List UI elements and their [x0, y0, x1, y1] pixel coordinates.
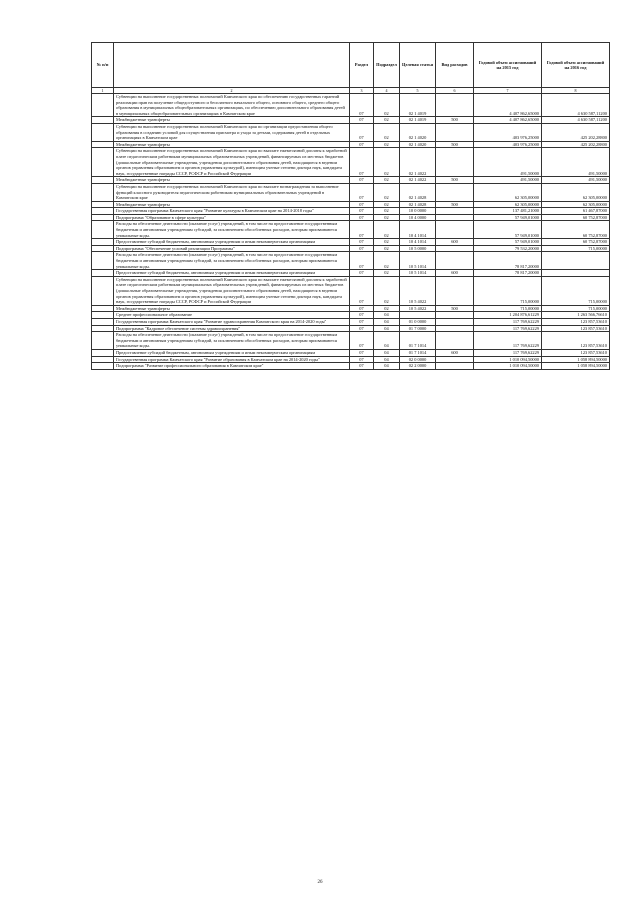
cell-2016: 123 857,53610 [542, 332, 610, 350]
cell-2016: 4 630 587,11200 [542, 94, 610, 117]
cell-vid [436, 148, 474, 177]
cell-statya: 10 5 1014 [400, 252, 436, 270]
cell-2015: 4 407 862,65000 [474, 117, 542, 124]
cell-podrazdel: 02 [374, 141, 400, 148]
cell-num [92, 183, 114, 201]
cell-vid: 500 [436, 117, 474, 124]
table-row [92, 208, 610, 215]
cell-num [92, 332, 114, 350]
cell-num [92, 356, 114, 363]
cell-vid: 500 [436, 141, 474, 148]
cell-name: Подпрограмма "Кадровое обеспечение системы здравоохранения" [114, 325, 350, 332]
table-row [92, 325, 610, 332]
cell-num [92, 201, 114, 208]
cell-statya: 02 1 4019 [400, 94, 436, 117]
cell-razdel: 07 [350, 201, 374, 208]
table-row [92, 183, 610, 201]
cell-2016: 62 305,00000 [542, 183, 610, 201]
cell-2015: 403 976,25000 [474, 123, 542, 141]
cell-podrazdel: 02 [374, 177, 400, 184]
cell-num [92, 318, 114, 325]
cell-vid [436, 312, 474, 319]
cell-statya: 02 1 4019 [400, 117, 436, 124]
cell-podrazdel: 04 [374, 356, 400, 363]
cell-num [92, 312, 114, 319]
table-row [92, 270, 610, 277]
cell-statya [400, 312, 436, 319]
cell-vid [436, 318, 474, 325]
cell-statya: 10 4 1014 [400, 221, 436, 239]
cell-razdel: 07 [350, 325, 374, 332]
cell-num [92, 94, 114, 117]
table-row [92, 252, 610, 270]
cell-statya: 10 0 0000 [400, 208, 436, 215]
cell-name: Среднее профессиональное образование [114, 312, 350, 319]
table-row [92, 245, 610, 252]
cell-statya: 10 5 1014 [400, 270, 436, 277]
cell-statya: 10 5 0000 [400, 245, 436, 252]
cell-podrazdel: 02 [374, 123, 400, 141]
cell-2015: 137 481,21000 [474, 208, 542, 215]
cell-razdel: 07 [350, 356, 374, 363]
cell-razdel: 07 [350, 239, 374, 246]
cell-name: Подпрограмма "Образование в сфере культуры" [114, 214, 350, 221]
cell-num [92, 245, 114, 252]
cell-podrazdel: 02 [374, 208, 400, 215]
cell-2015: 4 407 862,65000 [474, 94, 542, 117]
colnum: 2 [114, 88, 350, 94]
cell-2016: 123 857,53610 [542, 318, 610, 325]
cell-name: Расходы на обеспечение деятельности (оказание услуг) учреждений, в том числе на предоставление государственным бюджетным и автономным учреждениям субсидий, за исключением обособленных расходов, которым присваиваются уникальные коды. [114, 332, 350, 350]
cell-2016: 62 305,00000 [542, 201, 610, 208]
cell-name: Субвенции на выполнение государственных полномочий Камчатского края по выплате ежемесячной доплаты к заработной плате педагогическим работникам муниципальных образовательных учреждений, финансируемых из местных бюджетов (дошкольные образовательные учреждения, учреждения дополнительного образования детей, находящиеся в ведении органов управления образованием и органов управления культурой), имеющим ученые степени доктора наук, кандидата наук, государственные награды СССР, РСФСР и Российской Федерации [114, 276, 350, 305]
cell-2015: 62 305,00000 [474, 201, 542, 208]
cell-razdel: 07 [350, 245, 374, 252]
cell-2016: 60 752,87000 [542, 214, 610, 221]
cell-podrazdel: 04 [374, 318, 400, 325]
cell-num [92, 239, 114, 246]
cell-statya: 01 7 0000 [400, 325, 436, 332]
cell-statya: 02 1 4020 [400, 141, 436, 148]
cell-statya: 10 4 1014 [400, 239, 436, 246]
cell-2016: 491,50000 [542, 177, 610, 184]
cell-2015: 78 817,20000 [474, 270, 542, 277]
cell-podrazdel: 04 [374, 363, 400, 370]
cell-podrazdel: 02 [374, 305, 400, 312]
colnum: 8 [542, 88, 610, 94]
cell-vid: 600 [436, 239, 474, 246]
table-row [92, 312, 610, 319]
cell-2016: 123 857,53610 [542, 349, 610, 356]
cell-num [92, 270, 114, 277]
header-name [114, 43, 350, 88]
cell-name: Государственная программа Камчатского края "Развитие образования в Камчатском крае на 2014-2020 годы" [114, 356, 350, 363]
cell-name: Межбюджетные трансферты [114, 117, 350, 124]
table-row [92, 148, 610, 177]
cell-razdel: 07 [350, 318, 374, 325]
cell-statya: 02 1 4022 [400, 177, 436, 184]
cell-podrazdel: 02 [374, 252, 400, 270]
cell-vid [436, 183, 474, 201]
cell-2015: 491,50000 [474, 148, 542, 177]
cell-2016: 4 630 587,11200 [542, 117, 610, 124]
cell-2015: 57 949,01000 [474, 239, 542, 246]
cell-statya: 02 0 0000 [400, 356, 436, 363]
cell-2016: 61 467,87000 [542, 208, 610, 215]
cell-2016: 1 058 894,50000 [542, 356, 610, 363]
cell-2015: 715,00000 [474, 305, 542, 312]
cell-num [92, 363, 114, 370]
cell-name: Предоставление субсидий бюджетным, автономным учреждениям и иным некоммерческим организациям [114, 349, 350, 356]
cell-name: Предоставление субсидий бюджетным, автономным учреждениям и иным некоммерческим организациям [114, 270, 350, 277]
cell-name: Межбюджетные трансферты [114, 141, 350, 148]
cell-vid: 500 [436, 305, 474, 312]
cell-num [92, 208, 114, 215]
header-vid: Вид расходов [436, 43, 474, 88]
table-row [92, 94, 610, 117]
cell-vid [436, 123, 474, 141]
table-row [92, 363, 610, 370]
cell-statya: 02 1 4028 [400, 183, 436, 201]
cell-name: Государственная программа Камчатского края "Развитие здравоохранения Камчатского края на 2014-2020 годы" [114, 318, 350, 325]
cell-2015: 78 817,20000 [474, 252, 542, 270]
table-row [92, 276, 610, 305]
cell-vid [436, 221, 474, 239]
cell-name: Расходы на обеспечение деятельности (оказание услуг) учреждений, в том числе на предоставление государственным бюджетным и автономным учреждениям субсидий, за исключением обособленных расходов, которым присваиваются уникальные коды. [114, 252, 350, 270]
cell-num [92, 325, 114, 332]
cell-podrazdel: 02 [374, 270, 400, 277]
budget-table [91, 42, 610, 370]
cell-razdel: 07 [350, 276, 374, 305]
cell-vid: 500 [436, 201, 474, 208]
cell-name: Межбюджетные трансферты [114, 177, 350, 184]
cell-name: Предоставление субсидий бюджетным, автономным учреждениям и иным некоммерческим организациям [114, 239, 350, 246]
cell-2015: 491,50000 [474, 177, 542, 184]
cell-podrazdel: 02 [374, 239, 400, 246]
cell-statya: 01 0 0000 [400, 318, 436, 325]
cell-razdel: 07 [350, 148, 374, 177]
cell-2015: 117 769,62229 [474, 349, 542, 356]
cell-2016: 60 752,87000 [542, 221, 610, 239]
header-razdel: Раздел [350, 43, 374, 88]
cell-statya: 02 1 4020 [400, 123, 436, 141]
cell-statya: 10 4 0000 [400, 214, 436, 221]
table-row [92, 214, 610, 221]
cell-2016: 123 857,53610 [542, 325, 610, 332]
cell-num [92, 214, 114, 221]
cell-razdel: 07 [350, 183, 374, 201]
cell-num [92, 305, 114, 312]
cell-vid: 500 [436, 177, 474, 184]
cell-podrazdel: 04 [374, 332, 400, 350]
cell-razdel: 07 [350, 332, 374, 350]
table-row [92, 123, 610, 141]
cell-num [92, 252, 114, 270]
cell-name: Субвенции на выполнение государственных полномочий Камчатского края по обеспечению государственных гарантий реализации прав на получение общедоступного и бесплатного начального общего, основного общего, среднего общего образования в муниципальных общеобразовательных организациях, по обеспечению дополнительного образования детей в муниципальных общеобразовательных организациях в Камчатском крае [114, 94, 350, 117]
cell-vid [436, 325, 474, 332]
cell-2015: 1 204 876,61229 [474, 312, 542, 319]
cell-vid [436, 276, 474, 305]
cell-num [92, 148, 114, 177]
cell-podrazdel: 02 [374, 276, 400, 305]
header-2015: Годовой объем ассигнований на 2015 год [474, 43, 542, 88]
cell-2015: 57 949,01000 [474, 214, 542, 221]
cell-2016: 715,00000 [542, 276, 610, 305]
header-row [92, 43, 610, 88]
cell-podrazdel: 02 [374, 201, 400, 208]
cell-2015: 117 769,62229 [474, 318, 542, 325]
cell-podrazdel: 02 [374, 221, 400, 239]
cell-vid: 600 [436, 349, 474, 356]
cell-name: Расходы на обеспечение деятельности (оказание услуг) учреждений, в том числе на предоставление государственным бюджетным и автономным учреждениям субсидий, за исключением обособленных расходов, которым присваиваются уникальные коды. [114, 221, 350, 239]
cell-statya: 01 7 1014 [400, 332, 436, 350]
cell-name: Субвенции на выполнение государственных полномочий Камчатского края по выплате ежемесячной доплаты к заработной плате педагогическим работникам муниципальных образовательных учреждений, финансируемых из местных бюджетов (дошкольные образовательные учреждения, учреждения дополнительного образования детей, находящиеся в ведении органов управления образованием и органов управления культурой), имеющим ученые степени доктора наук, кандидата наук, государственные награды СССР, РСФСР и Российской Федерации [114, 148, 350, 177]
cell-razdel: 07 [350, 208, 374, 215]
cell-2016: 715,00000 [542, 305, 610, 312]
cell-razdel: 07 [350, 270, 374, 277]
table-row [92, 201, 610, 208]
cell-num [92, 123, 114, 141]
header-num: № п/п [92, 43, 114, 88]
cell-2016 [542, 252, 610, 270]
cell-vid [436, 214, 474, 221]
cell-2015: 715,00000 [474, 276, 542, 305]
cell-2016: 425 202,28800 [542, 141, 610, 148]
cell-vid [436, 332, 474, 350]
cell-razdel: 07 [350, 94, 374, 117]
colnum: 5 [400, 88, 436, 94]
cell-razdel: 07 [350, 363, 374, 370]
cell-razdel: 07 [350, 221, 374, 239]
cell-podrazdel: 04 [374, 349, 400, 356]
table-row [92, 305, 610, 312]
cell-podrazdel: 02 [374, 94, 400, 117]
cell-vid [436, 356, 474, 363]
cell-razdel: 07 [350, 349, 374, 356]
cell-razdel: 07 [350, 214, 374, 221]
cell-2015: 403 976,25000 [474, 141, 542, 148]
colnum: 6 [436, 88, 474, 94]
cell-num [92, 276, 114, 305]
cell-vid [436, 208, 474, 215]
cell-2016: 715,00000 [542, 245, 610, 252]
cell-num [92, 141, 114, 148]
table-row [92, 239, 610, 246]
cell-2016: 1 058 894,50000 [542, 363, 610, 370]
cell-2015: 57 949,01000 [474, 221, 542, 239]
cell-statya: 02 2 0000 [400, 363, 436, 370]
cell-razdel: 07 [350, 252, 374, 270]
colnum: 7 [474, 88, 542, 94]
cell-podrazdel: 02 [374, 148, 400, 177]
cell-name: Подпрограмма "Обеспечение условий реализации Программы" [114, 245, 350, 252]
cell-podrazdel: 02 [374, 214, 400, 221]
cell-name: Государственная программа Камчатского края "Развитие культуры в Камчатском крае на 2014-2018 годы" [114, 208, 350, 215]
cell-razdel: 07 [350, 312, 374, 319]
cell-num [92, 221, 114, 239]
table-row [92, 177, 610, 184]
cell-vid: 600 [436, 270, 474, 277]
table-row [92, 221, 610, 239]
cell-name: Подпрограмма "Развитие профессионального образования в Камчатском крае" [114, 363, 350, 370]
cell-vid [436, 94, 474, 117]
cell-2015: 117 769,62229 [474, 332, 542, 350]
colnum: 3 [350, 88, 374, 94]
cell-vid [436, 252, 474, 270]
colnum: 1 [92, 88, 114, 94]
cell-2016: 491,50000 [542, 148, 610, 177]
header-podrazdel: Подраздел [374, 43, 400, 88]
cell-statya: 10 5 4022 [400, 305, 436, 312]
cell-2015: 1 010 094,50000 [474, 363, 542, 370]
colnum: 4 [374, 88, 400, 94]
cell-2015: 62 305,00000 [474, 183, 542, 201]
table-row [92, 141, 610, 148]
cell-podrazdel: 02 [374, 245, 400, 252]
cell-razdel: 07 [350, 141, 374, 148]
cell-2015: 1 010 094,50000 [474, 356, 542, 363]
cell-razdel: 07 [350, 177, 374, 184]
cell-2016: 60 752,87000 [542, 239, 610, 246]
table-row [92, 332, 610, 350]
cell-statya: 02 1 4028 [400, 201, 436, 208]
cell-num [92, 177, 114, 184]
table-row [92, 117, 610, 124]
cell-num [92, 117, 114, 124]
header-statya: Целевая статья [400, 43, 436, 88]
cell-2016: 1 263 566,76610 [542, 312, 610, 319]
cell-podrazdel: 02 [374, 183, 400, 201]
cell-name: Субвенции на выполнение государственных полномочий Камчатского края по организации предоставления общего образования в созданию условий для осуществления присмотра и ухода за детьми, содержания детей в отдельных организациях в Камчатском крае [114, 123, 350, 141]
cell-name: Межбюджетные трансферты [114, 201, 350, 208]
cell-razdel: 07 [350, 117, 374, 124]
cell-podrazdel: 04 [374, 312, 400, 319]
cell-razdel: 07 [350, 305, 374, 312]
table-row [92, 349, 610, 356]
cell-2016 [542, 270, 610, 277]
cell-podrazdel: 04 [374, 325, 400, 332]
cell-2015: 117 769,62229 [474, 325, 542, 332]
table-row [92, 318, 610, 325]
cell-statya: 02 1 4022 [400, 148, 436, 177]
cell-statya: 01 7 1014 [400, 349, 436, 356]
cell-vid [436, 363, 474, 370]
cell-statya: 10 5 4022 [400, 276, 436, 305]
cell-razdel: 07 [350, 123, 374, 141]
cell-2016: 425 202,28800 [542, 123, 610, 141]
page-number: 26 [317, 880, 323, 885]
header-2016: Годовой объем ассигнований на 2016 год [542, 43, 610, 88]
cell-name: Межбюджетные трансферты [114, 305, 350, 312]
table-row [92, 356, 610, 363]
cell-vid [436, 245, 474, 252]
table-body [92, 94, 610, 370]
cell-2015: 79 532,20000 [474, 245, 542, 252]
cell-podrazdel: 02 [374, 117, 400, 124]
cell-num [92, 349, 114, 356]
cell-name: Субвенции на выполнение государственных полномочий Камчатского края по выплате вознаграждения за выполнение функций классного руководителя педагогическим работникам муниципальных образовательных учреждений в Камчатском крае [114, 183, 350, 201]
